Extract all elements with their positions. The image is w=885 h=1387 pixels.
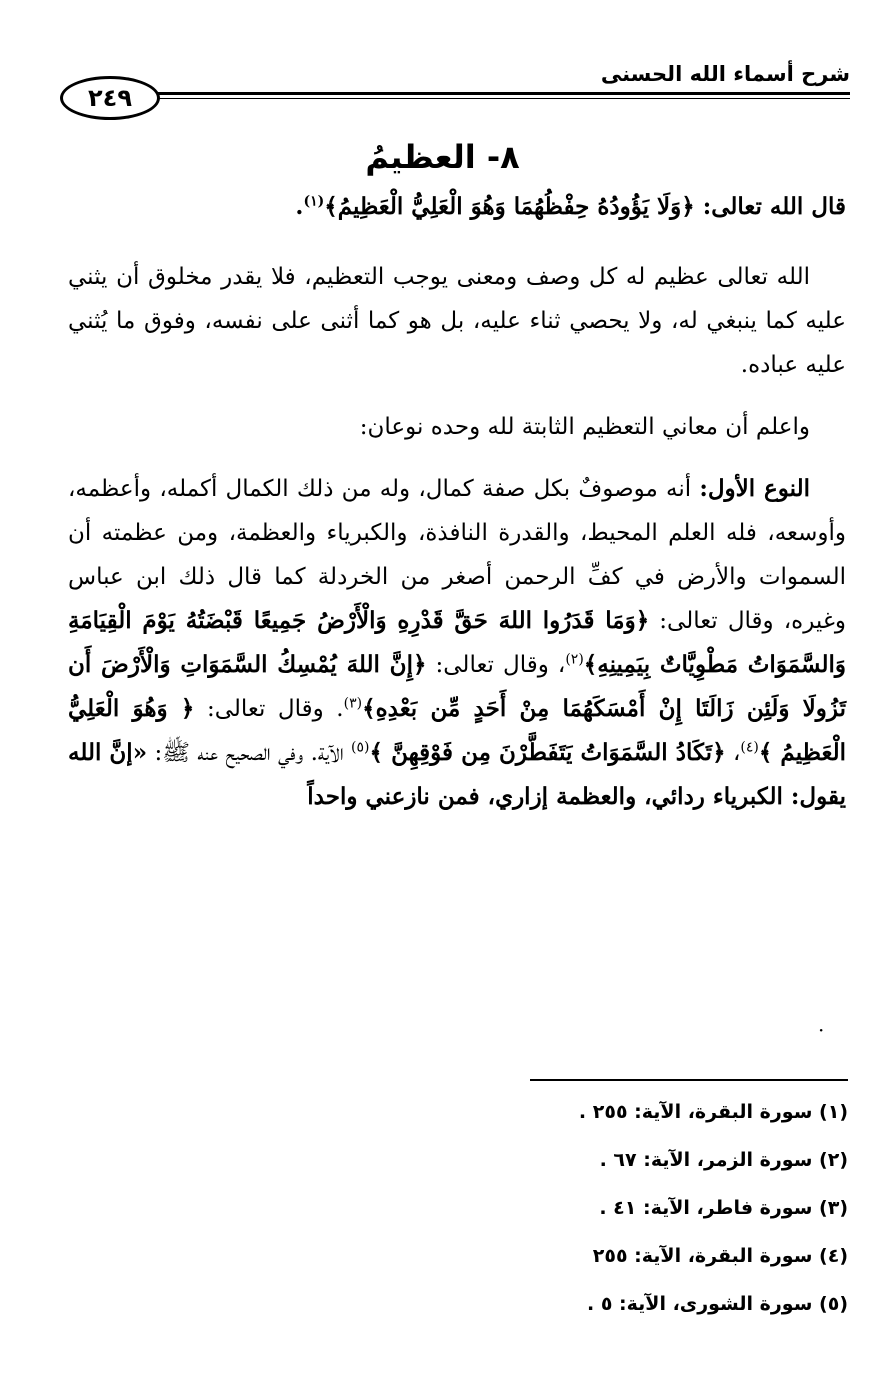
footnote-ref: (٤)	[740, 739, 759, 756]
footnote-ref: (٥)	[351, 739, 370, 756]
footnote: (٥) سورة الشورى، الآية: ٥ .	[586, 1293, 848, 1315]
footnote: (٤) سورة البقرة، الآية: ٢٥٥	[592, 1245, 848, 1267]
footnote: (٢) سورة الزمر، الآية: ٦٧ .	[599, 1149, 848, 1171]
stray-mark: ·	[818, 1018, 825, 1042]
paragraph: واعلم أن معاني التعظيم الثابتة لله وحده نوعان:	[359, 414, 810, 440]
paragraph-text: ،	[725, 740, 741, 766]
footnote-separator	[530, 1079, 848, 1081]
section-heading: ٨- العظيمُ	[365, 138, 520, 176]
quran-quote: ﴿وَمَا قَدَرُوا اللهَ حَقَّ قَدْرِهِ وَالْأَرْضُ جَمِيعًا قَبْضَتُهُ يَوْمَ الْقِيَامَةِ وَالسَّمَوَاتُ مَطْوِيَّاتٌ بِيَمِينِهِ﴾	[68, 607, 847, 678]
footnote-ref: (١)	[303, 193, 325, 210]
body-text	[68, 185, 846, 819]
running-title: شرح أسماء الله الحسنى	[600, 62, 850, 86]
paragraph-text: أنه موصوفٌ بكل صفة كمال، وله من ذلك الكمال أكمله، وأعظمه، وأوسعه، فله العلم المحيط، والقدرة النافذة، والكبرياء والعظمة، ومن عظمته أن السموات والأرض في كفِّ الرحمن أصغر من الخردلة كما قال ذلك ابن عباس وغيره، وقال تعالى:	[68, 476, 846, 634]
footnote-ref: (٢)	[565, 651, 584, 668]
opening-verse-text: قال الله تعالى: ﴿وَلَا يَؤُودُهُ حِفْظُهُمَا وَهُوَ الْعَلِيُّ الْعَظِيمُ﴾	[324, 193, 846, 220]
quran-quote: ﴿ وَهُوَ الْعَلِيُّ الْعَظِيمُ ﴾	[68, 695, 847, 766]
paragraph	[68, 467, 846, 819]
opening-verse	[68, 185, 846, 229]
opening-verse-tail: .	[295, 193, 304, 220]
header-rule-thin	[155, 98, 850, 99]
paragraph-lead: النوع الأول:	[699, 475, 810, 502]
quran-quote: ﴿إِنَّ اللهَ يُمْسِكُ السَّمَوَاتِ وَالْأَرْضَ أَن تَزُولَا وَلَئِن زَالَتَا إِنْ أَمْسَكَهُمَا مِنْ أَحَدٍ مِّن بَعْدِهِ﴾	[68, 651, 846, 722]
paragraph-text: الآية. وفي الصحيح عنه ﷺ:	[147, 740, 352, 766]
page-number: ٢٤٩	[60, 76, 160, 120]
footnote-ref: (٣)	[343, 695, 363, 712]
page-header	[60, 62, 850, 134]
footnote: (٣) سورة فاطر، الآية: ٤١ .	[599, 1197, 848, 1219]
paragraph: الله تعالى عظيم له كل وصف ومعنى يوجب التعظيم، فلا يقدر مخلوق أن يثني عليه كما ينبغي له، ولا يحصي ثناء عليه، بل هو كما أثنى على نفسه، وفوق ما يُثني عليه عباده.	[68, 264, 846, 378]
footnote: (١) سورة البقرة، الآية: ٢٥٥ .	[578, 1101, 848, 1123]
paragraph-text: ، وقال تعالى:	[426, 652, 566, 678]
hadith-quote: «إنَّ الله يقول: الكبرياء ردائي، والعظمة إزاري، فمن نازعني واحداً	[68, 739, 846, 810]
header-rule	[155, 92, 850, 95]
paragraph-text: . وقال تعالى:	[194, 696, 344, 722]
footnotes	[348, 1088, 848, 1328]
quran-quote: ﴿تَكَادُ السَّمَوَاتُ يَتَفَطَّرْنَ مِن فَوْقِهِنَّ ﴾	[369, 739, 726, 766]
